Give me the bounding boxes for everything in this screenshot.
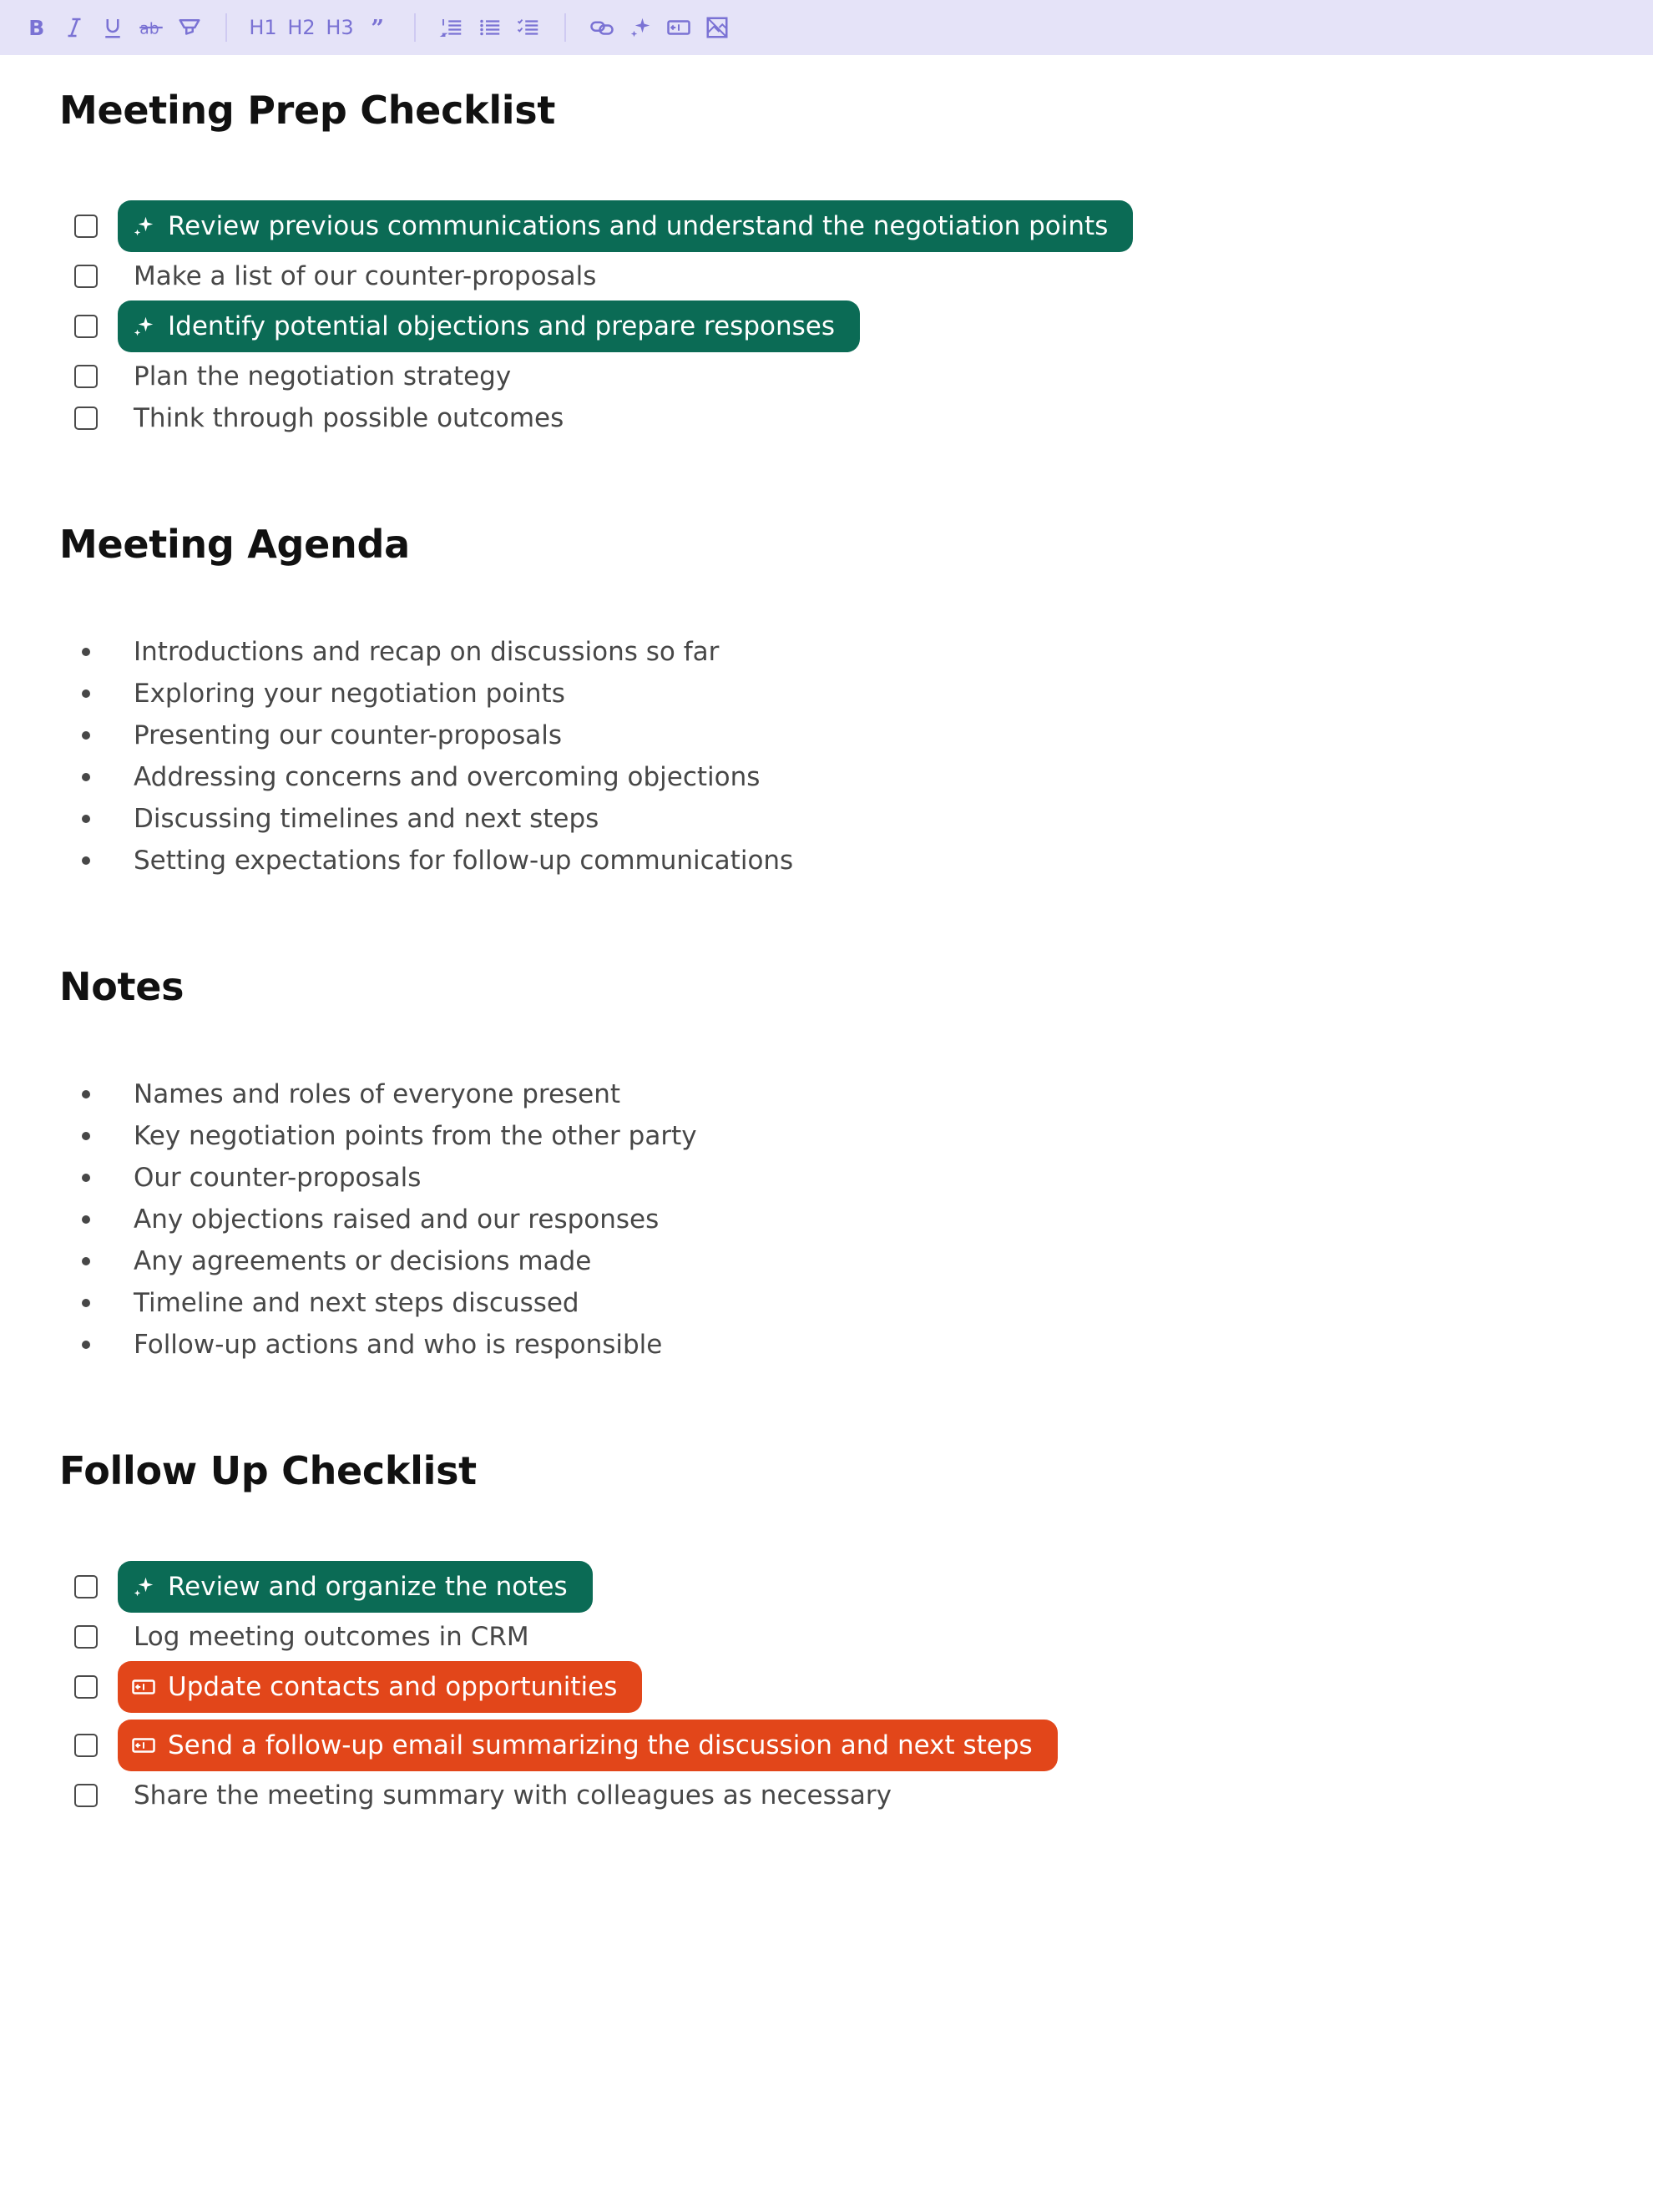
list-item <box>59 715 1604 756</box>
bullet-dot <box>82 648 90 656</box>
checkbox[interactable] <box>74 1734 98 1757</box>
bullet-dot <box>82 815 90 823</box>
bullet-dot <box>82 1257 90 1265</box>
list-item-text[interactable]: Addressing concerns and overcoming objections <box>134 762 761 792</box>
underline-icon <box>100 15 125 40</box>
field-icon <box>131 1733 156 1758</box>
strikethrough-button[interactable] <box>132 8 170 48</box>
quote-icon <box>366 15 391 40</box>
bullet-dot <box>82 773 90 781</box>
bullet-list <box>59 1073 1604 1366</box>
checkbox[interactable] <box>74 265 98 288</box>
ordered-list-button[interactable] <box>432 8 471 48</box>
checklist-icon <box>516 15 541 40</box>
checklist-item-text[interactable]: Share the meeting summary with colleagues as necessary <box>134 1780 892 1811</box>
list-item <box>59 1115 1604 1157</box>
insert-field-button[interactable] <box>660 8 698 48</box>
checklist-item <box>59 1658 1604 1716</box>
section-heading[interactable]: Meeting Agenda <box>59 522 410 567</box>
list-item-text[interactable]: Follow-up actions and who is responsible <box>134 1330 663 1360</box>
checklist-item <box>59 1775 1604 1816</box>
checklist-item-text[interactable]: Plan the negotiation strategy <box>134 361 512 391</box>
ordered-list-icon <box>439 15 464 40</box>
spacer <box>59 578 1604 631</box>
checkbox[interactable] <box>74 1784 98 1807</box>
bullet-dot <box>82 731 90 740</box>
checklist-item <box>59 356 1604 397</box>
list-item <box>59 840 1604 881</box>
h2-label: H2 <box>287 16 316 39</box>
image-icon <box>705 15 730 40</box>
sparkle-icon <box>131 314 156 339</box>
h3-label: H3 <box>326 16 354 39</box>
list-item <box>59 1324 1604 1366</box>
svg-text:B: B <box>28 15 45 40</box>
checklist-item-text[interactable]: Think through possible outcomes <box>134 403 564 433</box>
section-heading[interactable]: Notes <box>59 964 185 1009</box>
checklist-button[interactable] <box>509 8 548 48</box>
bullet-dot <box>82 1174 90 1182</box>
toolbar-separator <box>564 13 566 42</box>
checkbox[interactable] <box>74 315 98 338</box>
ai-sparkle-button[interactable] <box>621 8 660 48</box>
italic-icon <box>62 15 87 40</box>
list-item-text[interactable]: Our counter-proposals <box>134 1163 422 1193</box>
quote-button[interactable] <box>359 8 397 48</box>
bullet-dot <box>82 1299 90 1307</box>
list-item-text[interactable]: Any objections raised and our responses <box>134 1204 660 1235</box>
checkbox[interactable] <box>74 407 98 430</box>
bullet-list <box>59 631 1604 881</box>
bold-icon <box>23 15 48 40</box>
checklist-item-text: Identify potential objections and prepare responses <box>168 311 835 341</box>
checklist-item-text[interactable]: Log meeting outcomes in CRM <box>134 1622 529 1652</box>
ai-task-chip[interactable] <box>118 200 1133 252</box>
checklist <box>59 197 1604 439</box>
checklist-item-text: Update contacts and opportunities <box>168 1672 618 1702</box>
checklist-item <box>59 197 1604 255</box>
h3-button[interactable] <box>321 8 359 48</box>
list-item <box>59 756 1604 798</box>
checklist <box>59 1558 1604 1816</box>
section-meeting-prep-checklist <box>59 77 1604 439</box>
section-notes <box>59 953 1604 1366</box>
toolbar-separator <box>225 13 227 42</box>
bullet-dot <box>82 1090 90 1098</box>
checkbox[interactable] <box>74 1575 98 1598</box>
bullet-dot <box>82 856 90 865</box>
list-item <box>59 673 1604 715</box>
checklist-item <box>59 1558 1604 1616</box>
bullet-dot <box>82 1132 90 1140</box>
formatting-toolbar <box>0 0 1653 55</box>
field-icon <box>131 1674 156 1699</box>
checkbox[interactable] <box>74 1675 98 1699</box>
italic-button[interactable] <box>55 8 94 48</box>
list-item <box>59 798 1604 840</box>
section-meeting-agenda <box>59 511 1604 881</box>
crm-action-chip[interactable] <box>118 1720 1058 1771</box>
spacer <box>59 144 1604 197</box>
highlight-button[interactable] <box>170 8 209 48</box>
list-item-text[interactable]: Introductions and recap on discussions so far <box>134 637 720 667</box>
bullet-dot <box>82 1215 90 1224</box>
toolbar-separator <box>414 13 416 42</box>
bullet-list-button[interactable] <box>471 8 509 48</box>
h1-label: H1 <box>249 16 277 39</box>
checkbox[interactable] <box>74 1625 98 1649</box>
checkbox[interactable] <box>74 365 98 388</box>
list-item-text[interactable]: Any agreements or decisions made <box>134 1246 592 1276</box>
list-item <box>59 1282 1604 1324</box>
link-icon <box>589 15 614 40</box>
bullet-dot <box>82 1341 90 1349</box>
list-item-text[interactable]: Presenting our counter-proposals <box>134 720 563 750</box>
h2-button[interactable] <box>282 8 321 48</box>
underline-button[interactable] <box>94 8 132 48</box>
spacer <box>59 1504 1604 1558</box>
bullet-dot <box>82 689 90 698</box>
checklist-item-text[interactable]: Make a list of our counter-proposals <box>134 261 597 291</box>
section-heading[interactable]: Follow Up Checklist <box>59 1448 477 1493</box>
sparkle-icon <box>131 214 156 239</box>
list-item-text[interactable]: Setting expectations for follow-up communications <box>134 846 794 876</box>
spacer <box>59 1020 1604 1073</box>
list-item <box>59 1240 1604 1282</box>
checklist-item <box>59 255 1604 297</box>
sparkle-icon <box>628 15 653 40</box>
ai-task-chip[interactable] <box>118 300 860 352</box>
list-item <box>59 1199 1604 1240</box>
svg-text:ab: ab <box>139 20 159 38</box>
checklist-item-text: Review and organize the notes <box>168 1572 568 1602</box>
checkbox[interactable] <box>74 215 98 238</box>
list-item-text[interactable]: Exploring your negotiation points <box>134 679 565 709</box>
list-item-text[interactable]: Discussing timelines and next steps <box>134 804 599 834</box>
list-item-text[interactable]: Names and roles of everyone present <box>134 1079 621 1109</box>
document-body[interactable] <box>59 77 1604 1816</box>
list-item-text[interactable]: Timeline and next steps discussed <box>134 1288 579 1318</box>
list-item-text[interactable]: Key negotiation points from the other party <box>134 1121 697 1151</box>
svg-text:”: ” <box>371 15 385 40</box>
highlighter-icon <box>177 15 202 40</box>
field-icon <box>666 15 691 40</box>
image-button[interactable] <box>698 8 736 48</box>
checklist-item <box>59 1616 1604 1658</box>
h1-button[interactable] <box>244 8 282 48</box>
sparkle-icon <box>131 1574 156 1599</box>
list-item <box>59 631 1604 673</box>
checklist-item <box>59 1716 1604 1775</box>
list-item <box>59 1073 1604 1115</box>
checklist-item-text: Send a follow-up email summarizing the discussion and next steps <box>168 1730 1033 1760</box>
checklist-item <box>59 297 1604 356</box>
checklist-item-text: Review previous communications and understand the negotiation points <box>168 211 1109 241</box>
link-button[interactable] <box>583 8 621 48</box>
section-heading[interactable]: Meeting Prep Checklist <box>59 88 556 133</box>
bullet-list-icon <box>478 15 503 40</box>
section-follow-up-checklist <box>59 1437 1604 1816</box>
ai-task-chip[interactable] <box>118 1561 593 1613</box>
strikethrough-icon <box>139 15 164 40</box>
crm-action-chip[interactable] <box>118 1661 642 1713</box>
list-item <box>59 1157 1604 1199</box>
checklist-item <box>59 397 1604 439</box>
bold-button[interactable] <box>17 8 55 48</box>
